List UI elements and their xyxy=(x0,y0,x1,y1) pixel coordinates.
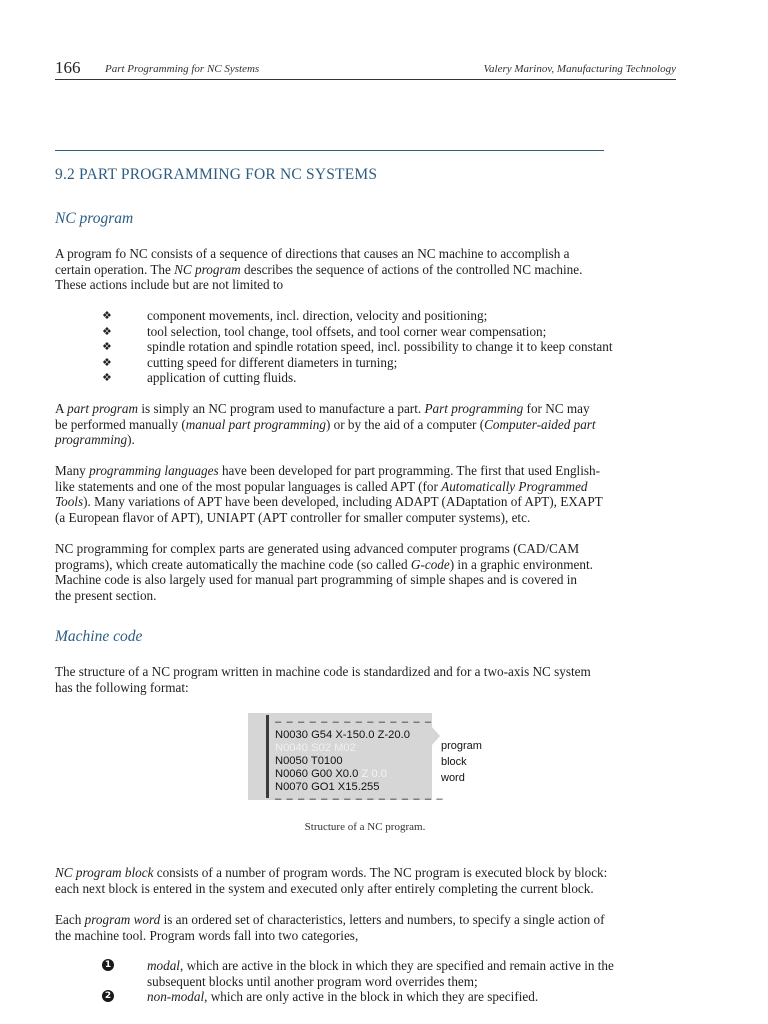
author-title: Valery Marinov, Manufacturing Technology xyxy=(483,63,676,75)
text-line: The structure of a NC program written in machine code is standardized and for a two-axis NC system xyxy=(55,664,591,679)
text-line: Each program word is an ordered set of characteristics, letters and numbers, to specify a single action of xyxy=(55,912,605,927)
dashed-separator: – – – – – – – – – – – – – – – xyxy=(275,793,444,806)
text-line: A part program is simply an NC program used to manufacture a part. Part programming for NC may xyxy=(55,401,590,416)
label-program: program xyxy=(441,740,482,752)
program-word-highlight: Z 0.0 xyxy=(361,767,387,780)
program-block-line: N0040 S02 M02 xyxy=(275,741,356,754)
diamond-bullet-icon: ❖ xyxy=(102,324,112,338)
text-line: Tools). Many variations of APT have been developed, including ADAPT (ADaptation of APT), EXAPT xyxy=(55,494,603,510)
circled-number-icon: 2 xyxy=(102,990,114,1002)
circled-number-icon: 1 xyxy=(102,959,114,971)
figure-labels xyxy=(441,738,482,786)
text-line: A program fo NC consists of a sequence of directions that causes an NC machine to accomplish a xyxy=(55,246,570,261)
programming-languages-paragraph xyxy=(55,463,680,525)
text-line: Machine code is also largely used for manual part programming of simple shapes and is covered in xyxy=(55,572,577,588)
list-item: ❖ cutting speed for different diameters in turning; xyxy=(102,354,398,370)
book-title: Part Programming for NC Systems xyxy=(105,63,260,75)
list-item: ❖ component movements, incl. direction, velocity and positioning; xyxy=(102,308,488,323)
section-rule xyxy=(55,150,604,151)
cad-cam-paragraph xyxy=(55,541,680,603)
label-block: block xyxy=(441,756,467,768)
label-word: word xyxy=(441,772,465,784)
text-line: be performed manually (manual part programming) or by the aid of a computer (Computer-aided part xyxy=(55,416,596,432)
text-line: NC program block consists of a number of program words. The NC program is executed block by block: xyxy=(55,865,608,880)
machine-code-heading: Machine code xyxy=(55,628,143,645)
text-line: like statements and one of the most popular languages is called APT (for Automatically Programmed xyxy=(55,478,588,494)
text-line: has the following format: xyxy=(55,679,189,695)
section-title: 9.2 PART PROGRAMMING FOR NC SYSTEMS xyxy=(55,166,378,183)
program-bracket-bar xyxy=(266,715,269,798)
program-word-paragraph xyxy=(55,912,680,943)
list-item xyxy=(102,989,702,1005)
diamond-bullet-icon: ❖ xyxy=(102,355,112,369)
text-line: the machine tool. Program words fall into two categories, xyxy=(55,927,359,943)
program-block-line: N0030 G54 X-150.0 Z-20.0 xyxy=(275,728,410,741)
text-line: subsequent blocks until another program word overrides them; xyxy=(147,973,478,989)
text-line: These actions include but are not limited to xyxy=(55,277,284,293)
list-item: ❖ tool selection, tool change, tool offsets, and tool corner wear compensation; xyxy=(102,323,547,339)
running-header xyxy=(55,58,676,80)
text-line: programs), which create automatically the machine code (so called G-code) in a graphic environment. xyxy=(55,556,593,572)
figure-caption: Structure of a NC program. xyxy=(304,821,426,833)
actions-bullet-list xyxy=(102,308,692,386)
dashed-separator: – – – – – – – – – – – – – – xyxy=(275,716,433,728)
text-line: the present section. xyxy=(55,587,157,603)
machine-code-intro xyxy=(55,664,680,695)
nc-program-figure xyxy=(248,713,444,806)
figure-pointer xyxy=(432,727,440,745)
nc-program-code xyxy=(275,716,444,806)
list-item xyxy=(102,958,702,989)
list-item: ❖ spindle rotation and spindle rotation speed, incl. possibility to change it to keep constant xyxy=(102,339,613,355)
text-line: certain operation. The NC program describes the sequence of actions of the controlled NC machine. xyxy=(55,261,583,277)
program-block-line: N0070 GO1 X15.255 xyxy=(275,780,380,793)
nc-program-intro xyxy=(55,246,680,293)
text-line: Many programming languages have been developed for part programming. The first that used English- xyxy=(55,463,600,478)
word-category-list xyxy=(102,958,702,1005)
text-line: programming). xyxy=(55,432,135,448)
diamond-bullet-icon: ❖ xyxy=(102,340,112,354)
text-line: each next block is entered in the system and executed only after entirely completing the current block. xyxy=(55,880,594,896)
diamond-bullet-icon: ❖ xyxy=(102,309,112,322)
list-item: ❖ application of cutting fluids. xyxy=(102,370,297,386)
program-block-paragraph xyxy=(55,865,680,896)
text-line: NC programming for complex parts are generated using advanced computer programs (CAD/CAM xyxy=(55,541,580,556)
page-number: 166 xyxy=(55,58,81,77)
text-line: (a European flavor of APT), UNIAPT (APT controller for smaller computer systems), etc. xyxy=(55,509,531,525)
program-block-line: N0050 T0100 xyxy=(275,754,343,767)
nc-program-heading: NC program xyxy=(55,210,134,227)
text-line: modal, which are active in the block in which they are specified and remain active in the xyxy=(147,958,614,973)
text-line: non-modal, which are only active in the block in which they are specified. xyxy=(147,989,539,1005)
program-block-line: N0060 G00 X0.0 Z 0.0 xyxy=(275,767,387,780)
diamond-bullet-icon: ❖ xyxy=(102,371,112,385)
part-program-paragraph xyxy=(55,401,680,448)
